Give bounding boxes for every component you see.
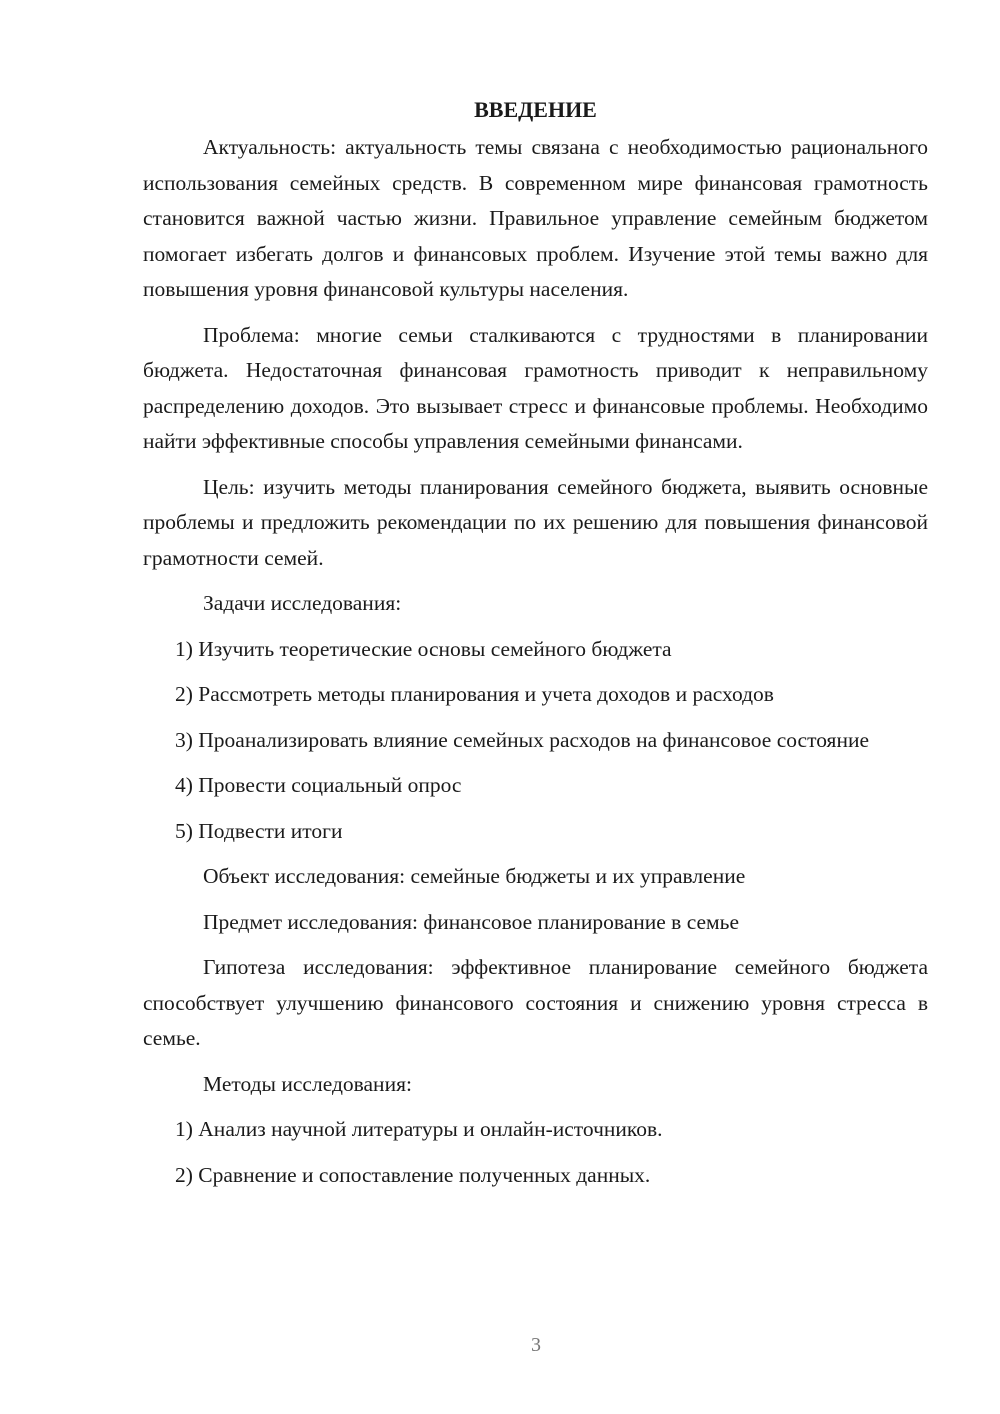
page-title: ВВЕДЕНИЕ bbox=[474, 97, 597, 122]
methods-heading: Методы исследования: bbox=[203, 1071, 412, 1096]
document-page bbox=[143, 92, 928, 1203]
page-number: 3 bbox=[531, 1334, 541, 1356]
problem-paragraph: Проблема: многие семьи сталкиваются с трудностями в планировании бюджета. Недостаточная финансовая грамотность приводит к неправильному распределению доходов. Это вызывает стресс и финансовые проблемы. Необходимо найти эффективные способы управления семейными финансами. bbox=[143, 322, 928, 453]
task-item-2: 2) Рассмотреть методы планирования и учета доходов и расходов bbox=[175, 682, 774, 706]
task-item-4: 4) Провести социальный опрос bbox=[175, 773, 462, 797]
goal-paragraph: Цель: изучить методы планирования семейного бюджета, выявить основные проблемы и предложить рекомендации по их решению для повышения финансовой грамотности семей. bbox=[143, 474, 928, 570]
hypothesis-paragraph: Гипотеза исследования: эффективное планирование семейного бюджета способствует улучшению финансового состояния и снижению уровня стресса в семье. bbox=[143, 955, 928, 1050]
relevance-paragraph: Актуальность: актуальность темы связана с необходимостью рационального использования семейных средств. В современном мире финансовая грамотность становится важной частью жизни. Правильное управление семейным бюджетом помогает избегать долгов и финансовых проблем. Изучение этой темы важно для повышения уровня финансовой культуры населения. bbox=[143, 135, 928, 301]
task-item-1: 1) Изучить теоретические основы семейного бюджета bbox=[175, 636, 672, 661]
task-item-5: 5) Подвести итоги bbox=[175, 818, 343, 843]
tasks-heading: Задачи исследования: bbox=[203, 591, 402, 615]
task-item-3: 3) Проанализировать влияние семейных расходов на финансовое состояние bbox=[175, 727, 869, 752]
object-paragraph: Объект исследования: семейные бюджеты и их управление bbox=[203, 864, 746, 888]
method-item-2: 2) Сравнение и сопоставление полученных данных. bbox=[175, 1162, 651, 1187]
subject-paragraph: Предмет исследования: финансовое планирование в семье bbox=[203, 909, 739, 934]
method-item-1: 1) Анализ научной литературы и онлайн-источников. bbox=[175, 1117, 663, 1141]
